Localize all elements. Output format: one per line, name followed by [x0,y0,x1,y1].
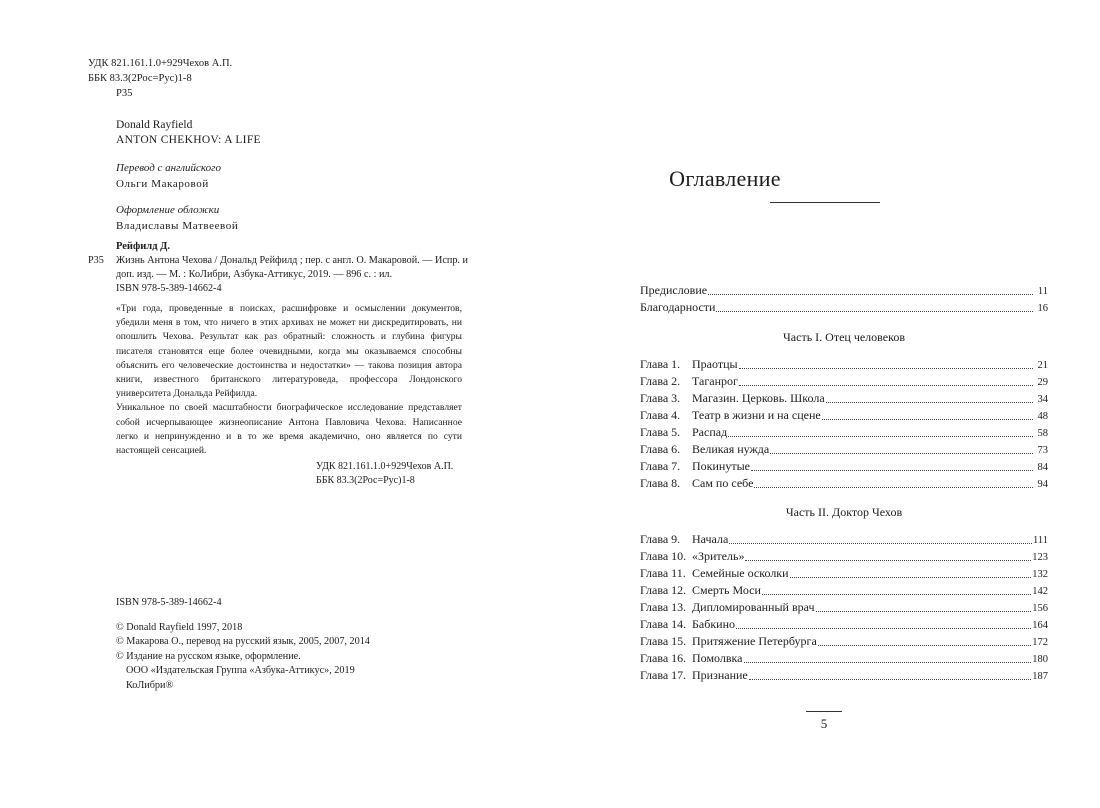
leader-dots [818,644,1031,646]
chapter-page: 111 [1033,535,1048,546]
chapter-number: Глава 4. [640,408,681,422]
chapter-number: Глава 7. [640,459,681,473]
catalog-code: Р35 [88,255,104,266]
chapter-title: Таганрог [692,374,738,388]
leader-dots [822,418,1033,420]
chapter-page: 94 [1037,479,1048,490]
chapter-title: «Зритель» [692,549,745,563]
chapter-page: 84 [1037,462,1048,473]
original-author: Donald Rayfield [116,119,193,131]
toc-chapter-label [640,475,753,492]
leader-dots [744,661,1032,663]
chapter-page: 73 [1037,445,1048,456]
catalog-isbn: ISBN 978-5-389-14662-4 [116,283,222,294]
contents-page [550,0,1100,808]
part-heading[interactable]: Часть I. Отец человеков [783,330,905,344]
toc-chapter-entry[interactable] [640,458,1048,475]
leader-dots [745,559,1031,561]
cover-designer-name: Владиславы Матвеевой [116,220,239,232]
copyright-line: © Donald Rayfield 1997, 2018 [116,621,243,633]
classification-block [88,56,232,101]
leader-dots [736,627,1031,629]
copyright-block [116,596,370,694]
leader-dots [749,678,1032,680]
annotation-udk: УДК 821.161.1.0+929Чехов А.П. [316,461,454,473]
chapter-number: Глава 3. [640,391,681,405]
bbk-code: ББК 83.3(2Рос=Рус)1-8 [88,73,192,84]
toc-entry-title: Благодарности [640,300,716,314]
chapter-page: 172 [1032,637,1048,648]
toc-chapter-label [640,599,815,616]
chapter-page: 142 [1032,586,1048,597]
part-heading[interactable]: Часть II. Доктор Чехов [785,505,903,519]
leader-dots [716,310,1033,312]
udk-code: УДК 821.161.1.0+929Чехов А.П. [88,58,233,69]
chapter-title: Начала [692,532,729,546]
chapter-number: Глава 14. [640,617,687,631]
toc-chapter-entry[interactable] [640,475,1048,492]
chapter-number: Глава 13. [640,600,687,614]
toc-entry[interactable] [640,282,1048,299]
chapter-title: Сам по себе [692,476,754,490]
chapter-page: 123 [1032,552,1048,563]
leader-dots [739,384,1033,386]
toc-chapter-label [640,390,825,407]
toc-chapter-label [640,633,817,650]
leader-dots [728,435,1033,437]
annotation-bbk: ББК 83.3(2Рос=Рус)1-8 [316,475,415,487]
chapter-title: Праотцы [692,357,738,371]
toc-chapter-label [640,356,738,373]
toc-chapter-entry[interactable] [640,373,1048,390]
chapter-number: Глава 10. [640,549,687,563]
toc-chapter-entry[interactable] [640,407,1048,424]
chapter-number: Глава 17. [640,668,687,682]
author-code: Р35 [116,88,133,99]
chapter-number: Глава 15. [640,634,687,648]
toc-entry-page: 11 [1037,286,1048,297]
annotation-classification [116,460,462,488]
catalog-description: Жизнь Антона Чехова / Дональд Рейфилд ; пер. с англ. О. Макаровой. — Испр. и доп. изд. — М. : КоЛибри, Азбука-Аттикус, 2019. — 896 с. : ил. [116,255,468,280]
page-number-rule [806,711,842,712]
toc-chapter-label [640,565,789,582]
leader-dots [762,593,1031,595]
toc-chapter-entry[interactable] [640,582,1048,599]
toc-chapter-entry[interactable] [640,565,1048,582]
chapter-number: Глава 2. [640,374,681,388]
chapter-title: Семейные осколки [692,566,789,580]
leader-dots [816,610,1032,612]
bottom-isbn: ISBN 978-5-389-14662-4 [116,597,222,608]
chapter-page: 58 [1037,428,1048,439]
translation-credit [116,160,221,192]
toc-chapter-label [640,458,750,475]
catalog-record [88,240,468,296]
chapter-title: Магазин. Церковь. Школа [692,391,825,405]
toc-chapter-entry[interactable] [640,531,1048,548]
chapter-page: 156 [1032,603,1048,614]
translator-name: Ольги Макаровой [116,178,209,190]
toc-chapter-label [640,441,769,458]
toc-chapter-entry[interactable] [640,356,1048,373]
toc-chapter-entry[interactable] [640,441,1048,458]
chapter-page: 187 [1032,671,1048,682]
leader-dots [751,469,1033,471]
chapter-number: Глава 11. [640,566,686,580]
chapter-title: Великая нужда [692,442,770,456]
toc-chapter-label [640,582,761,599]
toc-chapter-label [640,407,821,424]
chapter-number: Глава 12. [640,583,687,597]
annotation [116,302,462,488]
leader-dots [739,367,1033,369]
leader-dots [826,401,1033,403]
original-edition [116,118,261,148]
chapter-page: 21 [1037,360,1048,371]
chapter-page: 48 [1037,411,1048,422]
chapter-number: Глава 1. [640,357,681,371]
chapter-title: Признание [692,668,748,682]
chapter-number: Глава 9. [640,532,681,546]
toc-entry-title: Предисловие [640,283,708,297]
annotation-quote: «Три года, проведенные в поисках, расшифровке и осмыслении документов, убедили меня в том, что ничего в этих архивах не может ни дискредитировать, ни опошлить Чехова. Результат как раз обратный: сложность и глубина фигуры писателя становятся еще более очевидными, когда мы оказываемся способны объяснить его человеческие достоинства и недостатки» — такова позиция автора книги, известного британского литературоведа, профессора Лондонского университета Дональда Рейфилда. [116,303,462,400]
chapter-title: Театр в жизни и на сцене [692,408,821,422]
toc-chapter-label [640,667,748,684]
chapter-page: 180 [1032,654,1048,665]
translation-role: Перевод с английского [116,162,221,174]
chapter-page: 164 [1032,620,1048,631]
leader-dots [770,452,1033,454]
toc-entry[interactable] [640,299,1048,316]
toc-chapter-entry[interactable] [640,616,1048,633]
leader-dots [754,486,1033,488]
part1-chapters [640,356,1048,492]
chapter-title: Смерть Моси [692,583,761,597]
chapter-title: Притяжение Петербурга [692,634,817,648]
chapter-title: Дипломированный врач [692,600,815,614]
leader-dots [729,542,1032,544]
toc-chapter-entry[interactable] [640,548,1048,565]
chapter-page: 29 [1037,377,1048,388]
chapter-title: Помолвка [692,651,743,665]
toc-entry-page: 16 [1037,303,1048,314]
toc-chapter-label [640,531,728,548]
cover-credit [116,202,238,234]
page-number-value: 5 [820,716,828,731]
chapter-title: Распад [692,425,728,439]
chapter-number: Глава 5. [640,425,681,439]
toc-chapter-label [640,650,743,667]
leader-dots [790,576,1032,578]
toc-title: Оглавление [669,166,781,191]
chapter-number: Глава 6. [640,442,681,456]
chapter-page: 34 [1037,394,1048,405]
catalog-author: Рейфилд Д. [116,241,170,252]
toc-chapter-entry[interactable] [640,667,1048,684]
copyright-line: © Издание на русском языке, оформление. [116,650,301,662]
leader-dots [708,293,1033,295]
toc-chapter-entry[interactable] [640,650,1048,667]
toc-chapter-label [640,373,738,390]
chapter-title: Бабкино [692,617,735,631]
original-title: ANTON CHEKHOV: A LIFE [116,134,261,146]
toc-chapter-label [640,616,735,633]
toc-chapter-entry[interactable] [640,424,1048,441]
toc-chapter-label [640,424,727,441]
part2-chapters [640,531,1048,684]
chapter-page: 132 [1032,569,1048,580]
chapter-title: Покинутые [692,459,750,473]
copyright-line: КоЛибри® [126,679,174,691]
copyright-line: ООО «Издательская Группа «Азбука-Аттикус», 2019 [126,665,355,677]
front-matter [640,282,1048,316]
table-of-contents [640,282,1048,684]
annotation-summary: Уникальное по своей масштабности биографическое исследование представляет собой исчерпывающее жизнеописание Антона Павловича Чехова. Написанное легко и непринужденно и в то же время академично, оно является по сути настоящей сенсацией. [116,402,462,457]
toc-chapter-label [640,548,744,565]
page-number [806,716,842,732]
copyright-line: © Макарова О., перевод на русский язык, 2005, 2007, 2014 [116,636,370,648]
chapter-number: Глава 8. [640,476,681,490]
chapter-number: Глава 16. [640,651,687,665]
toc-chapter-entry[interactable] [640,599,1048,616]
toc-chapter-entry[interactable] [640,390,1048,407]
cover-role: Оформление обложки [116,204,220,216]
toc-chapter-entry[interactable] [640,633,1048,650]
title-rule [770,202,880,203]
